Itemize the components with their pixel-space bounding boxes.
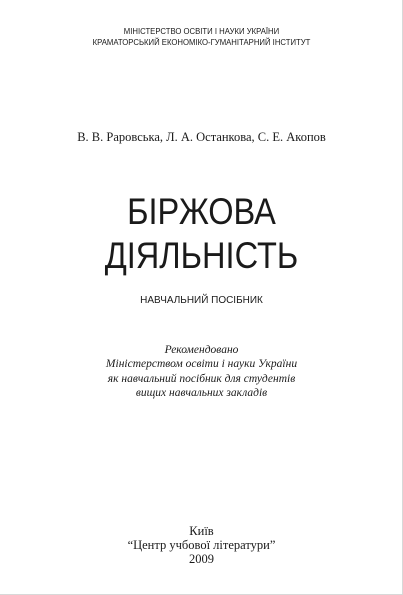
book-title-line-1: БІРЖОВА <box>127 191 276 232</box>
recommendation-line-2: Міністерством освіти і науки України <box>105 358 298 370</box>
recommendation-line-1: Рекомендовано <box>164 344 239 356</box>
recommendation-line-4: вищих навчальних закладів <box>135 387 268 399</box>
institute-name: КРАМАТОРСЬКИЙ ЕКОНОМІКО-ГУМАНІТАРНИЙ ІНСТИТУТ <box>92 37 311 47</box>
publication-city: Київ <box>189 524 214 538</box>
publisher-name: “Центр учбової літератури” <box>127 538 276 552</box>
recommendation-line-3: як навчальний посібник для студентів <box>107 373 296 385</box>
book-subtitle: НАВЧАЛЬНИЙ ПОСІБНИК <box>140 294 263 306</box>
publication-year: 2009 <box>189 552 214 566</box>
authors: В. В. Раровська, Л. А. Останкова, С. Е. Акопов <box>77 130 326 144</box>
ministry-name: МІНІСТЕРСТВО ОСВІТИ І НАУКИ УКРАЇНИ <box>123 26 280 36</box>
book-title-line-2: ДІЯЛЬНІСТЬ <box>104 235 299 276</box>
